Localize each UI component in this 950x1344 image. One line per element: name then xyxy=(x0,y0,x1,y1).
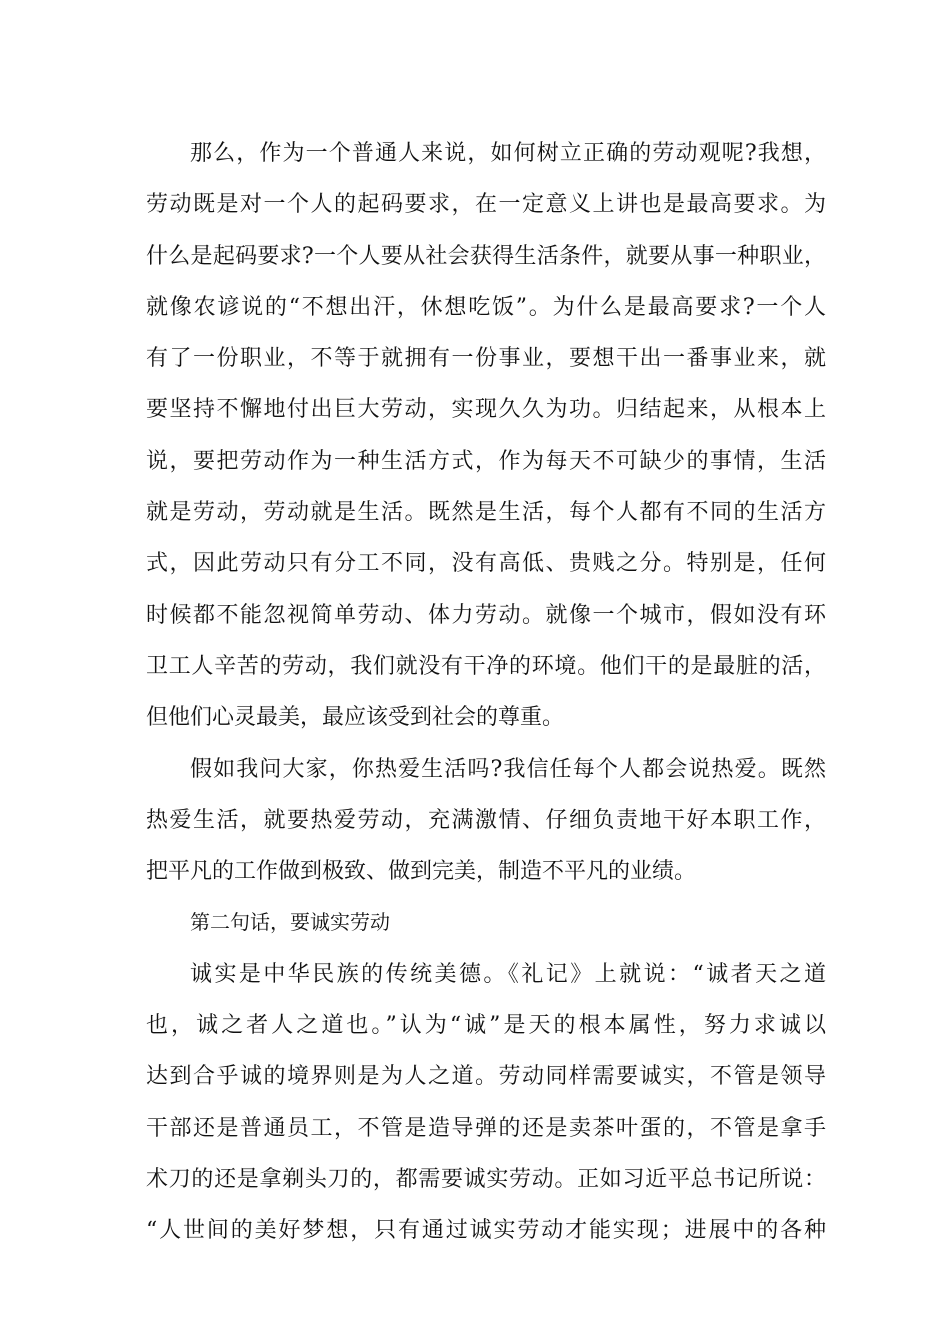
document-body xyxy=(146,128,826,1257)
paragraph-labor-view xyxy=(146,128,826,744)
text-line: 热爱生活，就要热爱劳动，充满激情、仔细负责地干好本职工作， xyxy=(146,807,826,833)
text-line: 把平凡的工作做到极致、做到完美，制造不平凡的业绩。 xyxy=(146,859,697,885)
text-line: 干部还是普通员工，不管是造导弹的还是卖茶叶蛋的，不管是拿手 xyxy=(146,1115,826,1141)
paragraph-love-life xyxy=(146,744,826,898)
text-line: 时候都不能忽视简单劳动、体力劳动。就像一个城市，假如没有环 xyxy=(146,602,826,628)
text-line: 说，要把劳动作为一种生活方式，作为每天不可缺少的事情，生活 xyxy=(146,448,826,474)
text-line: 劳动既是对一个人的起码要求，在一定意义上讲也是最高要求。为 xyxy=(146,192,826,218)
text-line: 诚实是中华民族的传统美德。《礼记》上就说：“诚者天之道 xyxy=(190,961,826,987)
paragraph-honest-labor xyxy=(146,949,826,1257)
text-line: 要坚持不懈地付出巨大劳动，实现久久为功。归结起来，从根本上 xyxy=(146,397,826,423)
section-heading: 第二句话，要诚实劳动 xyxy=(190,910,390,935)
text-line: 假如我问大家，你热爱生活吗?我信任每个人都会说热爱。既然 xyxy=(190,756,826,782)
text-line: 术刀的还是拿剃头刀的，都需要诚实劳动。正如习近平总书记所说： xyxy=(146,1166,826,1192)
text-line: 什么是起码要求?一个人要从社会获得生活条件，就要从事一种职业， xyxy=(146,243,826,269)
text-line: 也，诚之者人之道也。”认为“诚”是天的根本属性，努力求诚以 xyxy=(146,1013,826,1039)
text-line: 卫工人辛苦的劳动，我们就没有干净的环境。他们干的是最脏的活， xyxy=(146,653,826,679)
text-line: 那么，作为一个普通人来说，如何树立正确的劳动观呢?我想， xyxy=(190,141,826,166)
text-line: 就是劳动，劳动就是生活。既然是生活，每个人都有不同的生活方 xyxy=(146,500,826,526)
text-line: 但他们心灵最美，最应该受到社会的尊重。 xyxy=(146,705,565,731)
text-line: 就像农谚说的“不想出汗，休想吃饭”。为什么是最高要求?一个人 xyxy=(146,294,826,320)
text-line: “人世间的美好梦想，只有通过诚实劳动才能实现；进展中的各种 xyxy=(146,1218,826,1244)
text-line: 有了一份职业，不等于就拥有一份事业，要想干出一番事业来，就 xyxy=(146,346,826,372)
text-line: 达到合乎诚的境界则是为人之道。劳动同样需要诚实，不管是领导 xyxy=(146,1064,826,1090)
text-line: 式，因此劳动只有分工不同，没有高低、贵贱之分。特别是，任何 xyxy=(146,551,826,577)
